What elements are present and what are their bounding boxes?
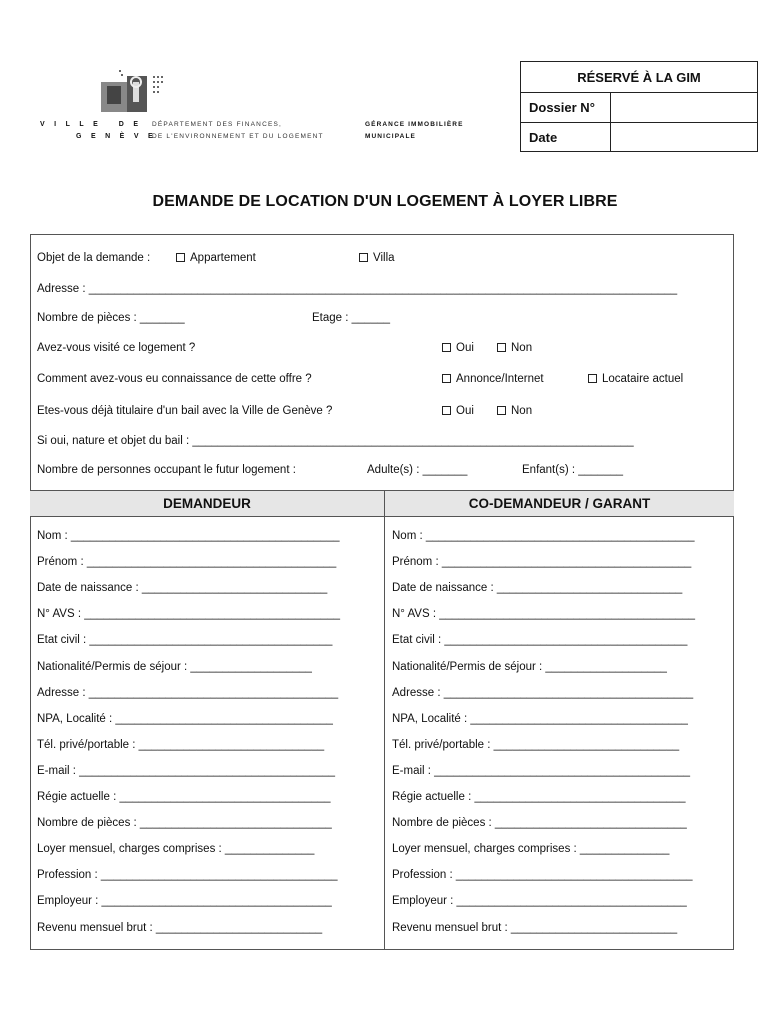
visite-question: Avez-vous visité ce logement ?	[37, 342, 196, 354]
co-demandeur-field-9[interactable]: E-mail : ________________________________________	[392, 764, 691, 777]
co-demandeur-field-6[interactable]: Adresse : _______________________________________	[392, 686, 694, 699]
adresse-field[interactable]: Adresse : ____________________________________________________________________________________________	[37, 283, 678, 295]
oui-label: Oui	[456, 405, 474, 417]
department-line1: DÉPARTEMENT DES FINANCES,	[152, 121, 283, 128]
villa-checkbox[interactable]	[359, 253, 368, 262]
locataire-option[interactable]	[588, 373, 683, 385]
appartement-label: Appartement	[190, 252, 256, 264]
demandeur-field-11[interactable]: Nombre de pièces : ______________________________	[37, 817, 332, 830]
demandeur-field-9[interactable]: E-mail : ________________________________________	[37, 764, 336, 777]
geneva-coat-of-arms-logo	[97, 68, 169, 124]
personnes-label: Nombre de personnes occupant le futur logement :	[37, 464, 296, 476]
connaissance-question: Comment avez-vous eu connaissance de cette offre ?	[37, 373, 312, 385]
visite-non-checkbox[interactable]	[497, 343, 506, 352]
pieces-field[interactable]: Nombre de pièces : _______	[37, 312, 185, 324]
non-label: Non	[511, 405, 533, 417]
villa-label: Villa	[373, 252, 395, 264]
demandeur-field-6[interactable]: Adresse : _______________________________________	[37, 686, 339, 699]
date-row	[521, 122, 757, 152]
document-title: DEMANDE DE LOCATION D'UN LOGEMENT À LOYER LIBRE	[152, 193, 618, 210]
co-demandeur-field-15[interactable]: Revenu mensuel brut : __________________________	[392, 921, 678, 934]
co-demandeur-field-1[interactable]: Prénom : _______________________________________	[392, 556, 692, 569]
demandeur-field-5[interactable]: Nationalité/Permis de séjour : ___________________	[37, 660, 312, 673]
titulaire-non-checkbox[interactable]	[497, 406, 506, 415]
gerance-line1: GÉRANCE IMMOBILIÈRE	[365, 121, 464, 128]
department-line2: DE L'ENVIRONNEMENT ET DU LOGEMENT	[152, 133, 324, 140]
co-demandeur-field-5[interactable]: Nationalité/Permis de séjour : ___________________	[392, 660, 667, 673]
date-label: Date	[521, 123, 611, 152]
demandeur-field-10[interactable]: Régie actuelle : _________________________________	[37, 791, 331, 803]
reserved-gim-box	[520, 61, 758, 152]
demandeur-field-8[interactable]: Tél. privé/portable : _____________________________	[37, 738, 325, 751]
city-name-line1: VILLE DE	[40, 121, 148, 128]
dossier-label: Dossier N°	[521, 93, 611, 122]
adultes-field[interactable]: Adulte(s) : _______	[367, 464, 468, 476]
titulaire-question: Etes-vous déjà titulaire d'un bail avec la Ville de Genève ?	[37, 405, 333, 417]
co-demandeur-field-8[interactable]: Tél. privé/portable : _____________________________	[392, 738, 680, 751]
visite-oui-checkbox[interactable]	[442, 343, 451, 352]
co-demandeur-header: CO-DEMANDEUR / GARANT	[385, 490, 734, 517]
city-name-line2: GENÈVE	[76, 133, 163, 140]
titulaire-non-option[interactable]	[497, 405, 532, 417]
nature-bail-field[interactable]: Si oui, nature et objet du bail : _____________________________________________________________________	[37, 435, 634, 447]
demandeur-field-13[interactable]: Profession : _____________________________________	[37, 869, 338, 882]
annonce-checkbox[interactable]	[442, 374, 451, 383]
annonce-label: Annonce/Internet	[456, 373, 544, 385]
demandeur-field-12[interactable]: Loyer mensuel, charges comprises : ______________	[37, 843, 315, 856]
demandeur-field-3[interactable]: N° AVS : ________________________________________	[37, 608, 341, 621]
co-demandeur-field-3[interactable]: N° AVS : ________________________________________	[392, 608, 696, 621]
co-demandeur-field-10[interactable]: Régie actuelle : _________________________________	[392, 791, 686, 803]
co-demandeur-field-7[interactable]: NPA, Localité : __________________________________	[392, 712, 688, 725]
titulaire-oui-option[interactable]	[442, 405, 474, 417]
dossier-row	[521, 92, 757, 122]
demandeur-field-14[interactable]: Employeur : ____________________________________	[37, 895, 332, 908]
non-label: Non	[511, 342, 533, 354]
co-demandeur-field-13[interactable]: Profession : _____________________________________	[392, 869, 693, 882]
co-demandeur-field-0[interactable]: Nom : __________________________________________	[392, 530, 695, 542]
co-demandeur-field-12[interactable]: Loyer mensuel, charges comprises : ______________	[392, 843, 670, 856]
demandeur-field-4[interactable]: Etat civil : ______________________________________	[37, 634, 333, 647]
co-demandeur-field-4[interactable]: Etat civil : ______________________________________	[392, 634, 688, 647]
appartement-checkbox[interactable]	[176, 253, 185, 262]
gerance-line2: MUNICIPALE	[365, 133, 416, 140]
objet-label: Objet de la demande :	[37, 252, 151, 264]
demandeur-field-1[interactable]: Prénom : _______________________________________	[37, 556, 337, 569]
demandeur-field-0[interactable]: Nom : __________________________________________	[37, 530, 340, 542]
villa-option[interactable]	[359, 252, 395, 264]
co-demandeur-field-14[interactable]: Employeur : ____________________________________	[392, 895, 687, 908]
visite-oui-option[interactable]	[442, 342, 474, 354]
reserved-title: RÉSERVÉ À LA GIM	[577, 69, 701, 85]
locataire-checkbox[interactable]	[588, 374, 597, 383]
demandeur-header: DEMANDEUR	[30, 490, 384, 517]
etage-field[interactable]: Etage : ______	[312, 312, 391, 324]
locataire-label: Locataire actuel	[602, 373, 684, 385]
annonce-option[interactable]	[442, 373, 544, 385]
co-demandeur-field-11[interactable]: Nombre de pièces : ______________________________	[392, 817, 687, 830]
enfants-field[interactable]: Enfant(s) : _______	[522, 464, 624, 476]
appartement-option[interactable]	[176, 252, 256, 264]
column-divider	[384, 490, 385, 950]
oui-label: Oui	[456, 342, 474, 354]
demandeur-field-7[interactable]: NPA, Localité : __________________________________	[37, 712, 333, 725]
titulaire-oui-checkbox[interactable]	[442, 406, 451, 415]
visite-non-option[interactable]	[497, 342, 532, 354]
demandeur-field-15[interactable]: Revenu mensuel brut : __________________________	[37, 921, 323, 934]
co-demandeur-field-2[interactable]: Date de naissance : _____________________________	[392, 582, 683, 595]
demandeur-field-2[interactable]: Date de naissance : _____________________________	[37, 582, 328, 595]
